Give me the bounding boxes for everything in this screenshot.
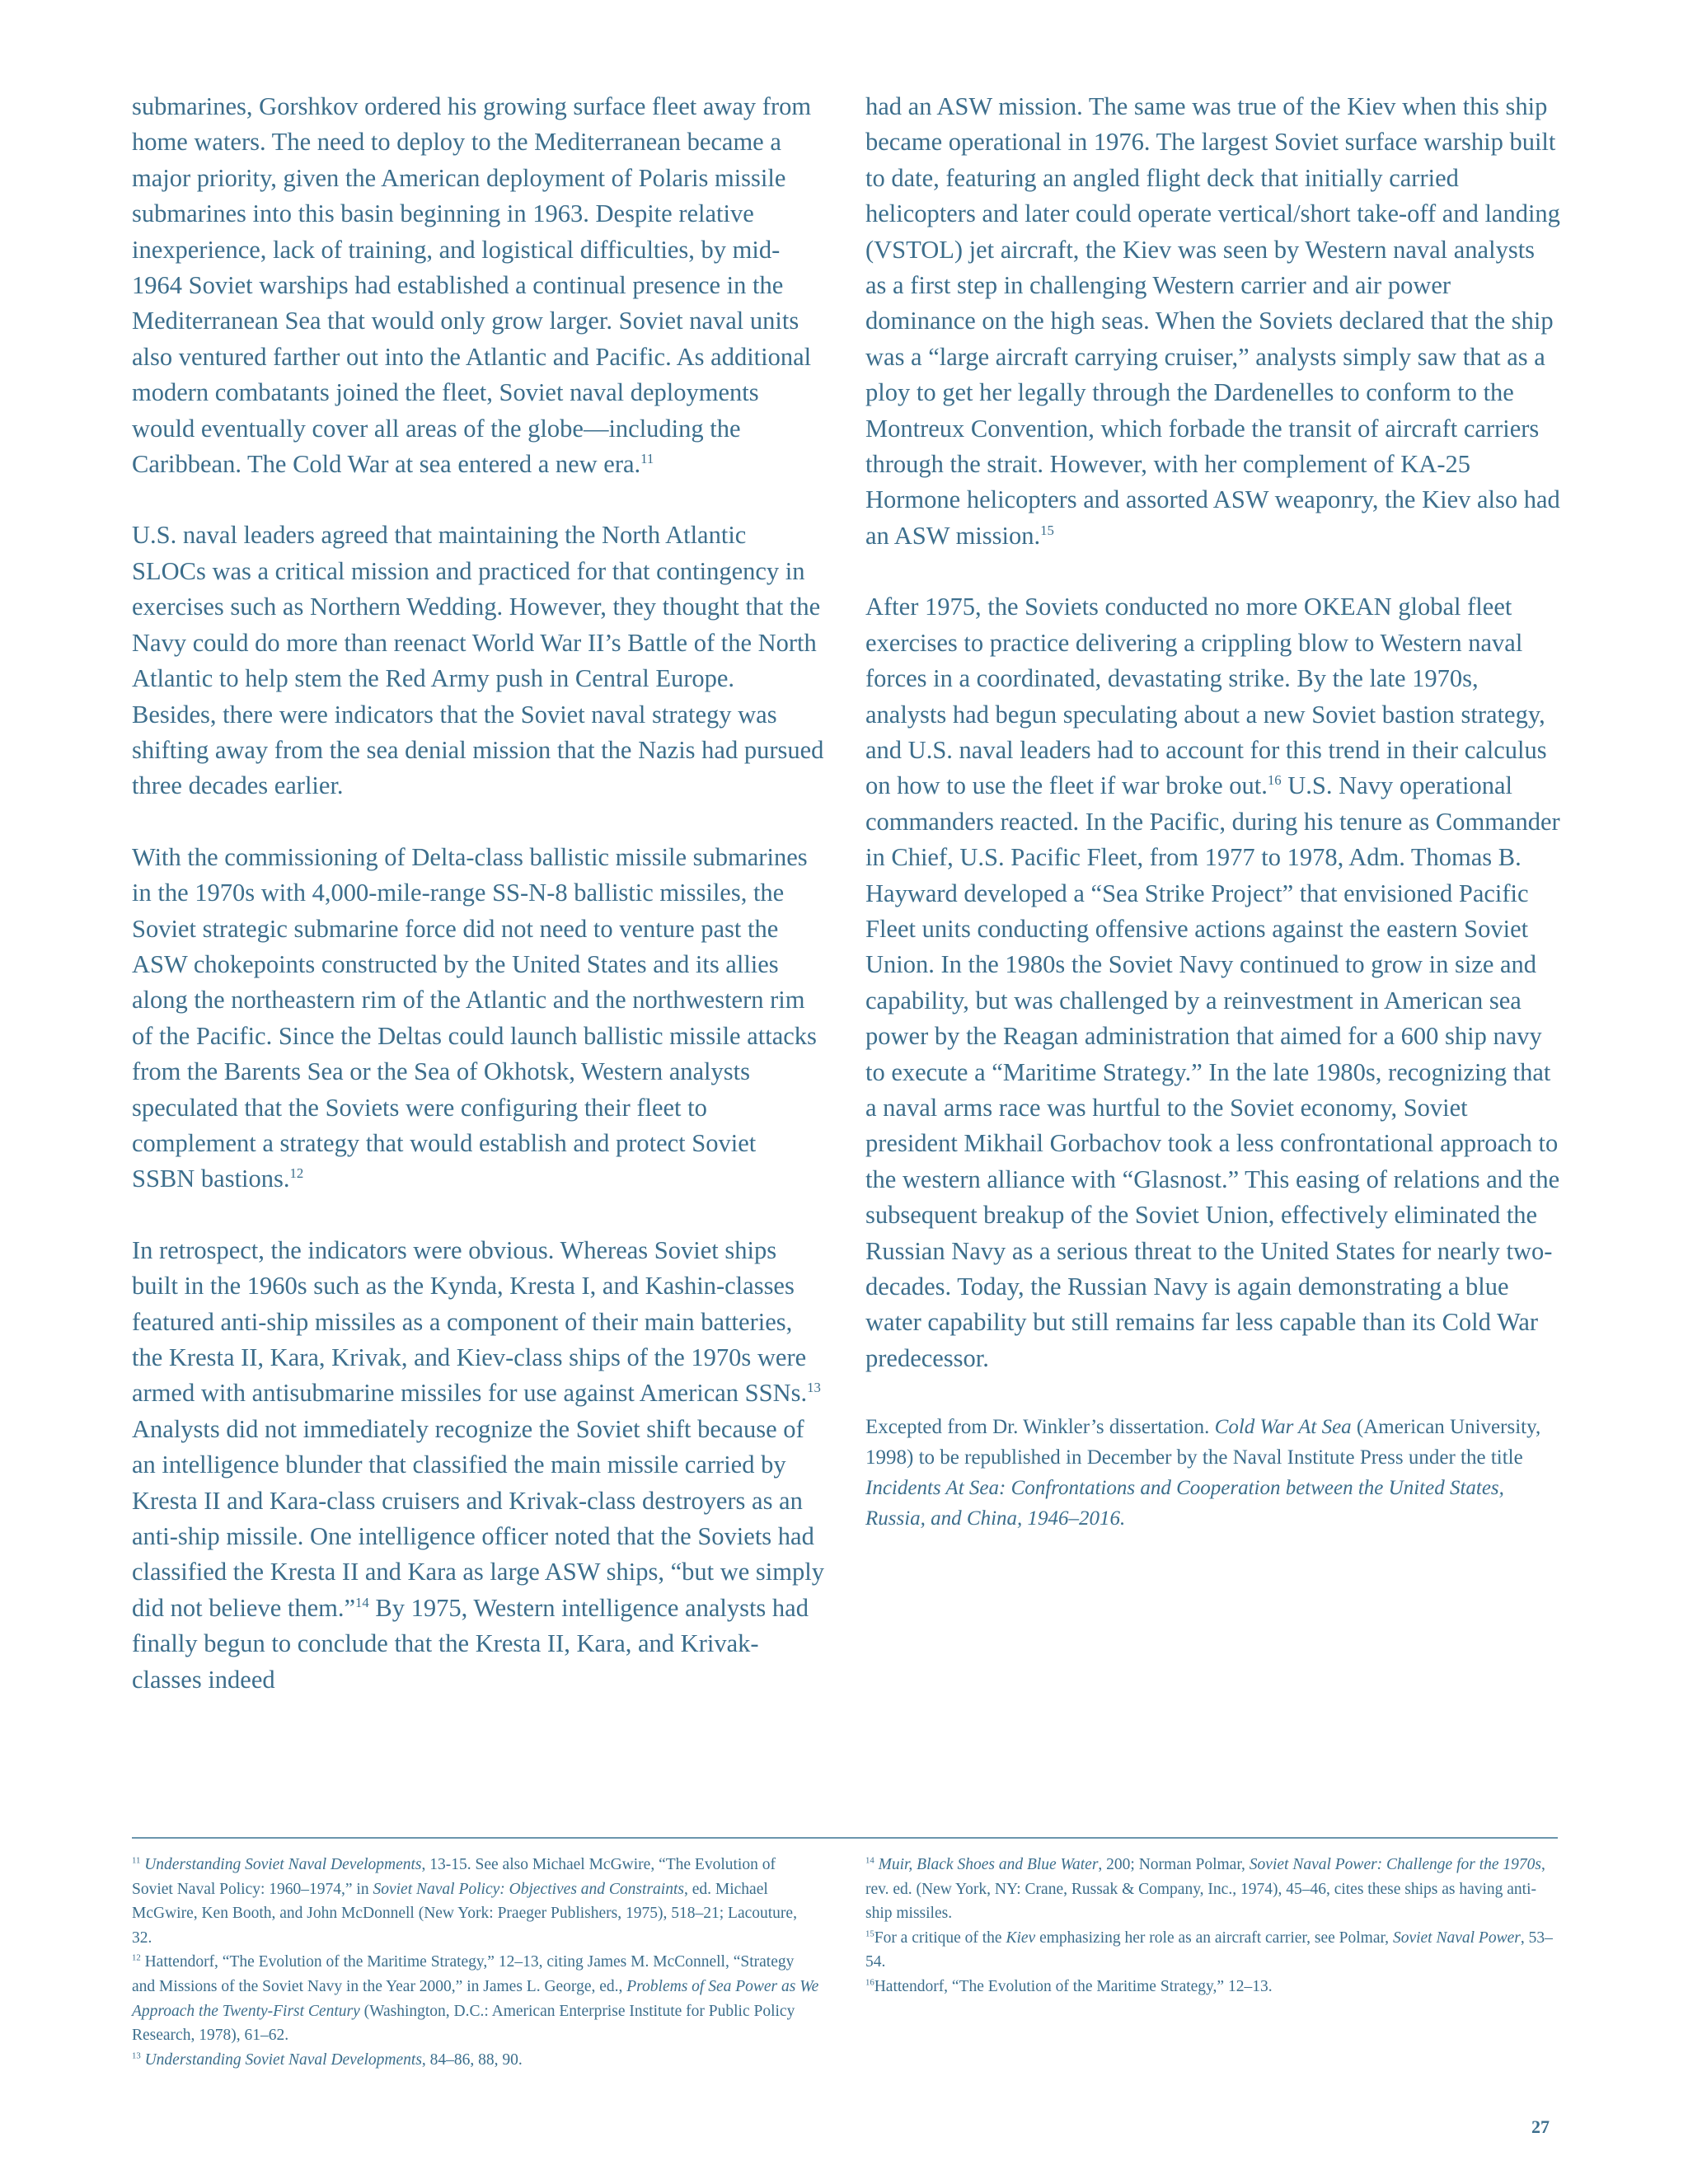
paragraph: With the commissioning of Delta-class ballistic missile submarines in the 1970s with 4,000-mile-range SS-N-8 ballistic missiles, the Soviet strategic submarine force did not need to venture past the ASW chokepoints constructed by the United States and its allies along the northeastern rim of the Atlantic and the northwestern rim of the Pacific. Since the Deltas could launch ballistic missile attacks from the Barents Sea or the Sea of Okhotsk, Western analysts speculated that the Soviets were configuring their fleet to complement a strategy that would establish and protect Soviet SSBN bastions.$^{12}$ [132,842,817,1193]
left-text-column [132,89,824,1733]
paragraph: U.S. naval leaders agreed that maintaining the North Atlantic SLOCs was a critical mission and practiced for that contingency in exercises such as Northern Wedding. However, they thought that the Navy could do more than reenact World War II’s Battle of the North Atlantic to help stem the Red Army push in Central Europe. Besides, there were indicators that the Soviet naval strategy was shifting away from the sea denial mission that the Nazis had pursued three decades earlier. [132,521,824,800]
footnote-divider [132,1837,1558,1839]
book-title: Cold War At Sea [1214,1416,1352,1439]
footnote-14: $^{14}$ Muir, Black Shoes and Blue Water, 200; Norman Polmar, Soviet Naval Power: Challenge for the 1970s, rev. ed. (New York, NY: Crane, Russak & Company, Inc., 1974), 45–46, cites these ships as having anti-ship missiles. [865,1855,1545,1923]
footnotes-left [132,1853,820,2072]
footnote-ref[interactable]: 13 [807,1380,821,1396]
footnote-13: $^{13}$ Understanding Soviet Naval Developments, 84–86, 88, 90. [132,2050,523,2069]
footnote-15: $^{15}$For a critique of the Kiev emphasizing her role as an aircraft carrier, see Polmar, Soviet Naval Power, 53–54. [865,1929,1553,1971]
book-title: Incidents At Sea: Confrontations and Cooperation between the United States, Russia, and China, 1946–2016. [865,1477,1504,1530]
footnote-16: $^{16}$Hattendorf, “The Evolution of the Maritime Strategy,” 12–13. [865,1977,1273,1995]
footnote-12: $^{12}$ Hattendorf, “The Evolution of the Maritime Strategy,” 12–13, citing James M. McConnell, “Strategy and Missions of the Soviet Navy in the Year 2000,” in James L. George, ed., Problems of Sea Power as We Approach the Twenty-First Century (Washington, D.C.: American Enterprise Institute for Public Policy Research, 1978), 61–62. [132,1952,819,2045]
paragraph: After 1975, the Soviets conducted no more OKEAN global fleet exercises to practice delivering a crippling blow to Western naval forces in a coordinated, devastating strike. By the late 1970s, analysts had begun speculating about a new Soviet bastion strategy, and U.S. naval leaders had to account for this trend in their calculus on how to use the fleet if war broke out.$^{16}$ U.S. Navy operational commanders reacted. In the Pacific, during his tenure as Commander in Chief, U.S. Pacific Fleet, from 1977 to 1978, Adm. Thomas B. Hayward developed a “Sea Strike Project” that envisioned Pacific Fleet units conducting offensive actions against the eastern Soviet Union. In the 1980s the Soviet Navy continued to grow in size and capability, but was challenged by a reinvestment in American sea power by the Reagan administration that aimed for a 600 ship navy to execute a “Maritime Strategy.” In the late 1980s, recognizing that a naval arms race was hurtful to the Soviet economy, Soviet president Mikhail Gorbachov took a less confrontational approach to the western alliance with “Glasnost.” This easing of relations and the subsequent breakup of the Soviet Union, effectively eliminated the Russian Navy as a serious threat to the United States for nearly two-decades. Today, the Russian Navy is again demonstrating a blue water capability but still remains far less capable than its Cold War predecessor. [865,593,1560,1372]
footnote-ref[interactable]: 11 [640,450,654,466]
footnote-ref[interactable]: 15 [1040,522,1054,538]
paragraph: In retrospect, the indicators were obvious. Whereas Soviet ships built in the 1960s such as the Kynda, Kresta I, and Kashin-classes featured anti-ship missiles as a component of their main batteries, the Kresta II, Kara, Krivak, and Kiev-class ships of the 1970s were armed with antisubmarine missiles for use against American SSNs.$^{13}$ Analysts did not immediately recognize the Soviet shift because of an intelligence blunder that classified the main missile carried by Kresta II and Kara-class cruisers and Krivak-class destroyers as an anti-ship missile. One intelligence officer noted that the Soviets had classified the Kresta II and Kara as large ASW ships, “but we simply did not believe them.”$^{14}$ By 1975, Western intelligence analysts had finally begun to conclude that the Kresta II, Kara, and Krivak-classes indeed [132,1235,824,1694]
paragraph: had an ASW mission. The same was true of the Kiev when this ship became operational in 1976. The largest Soviet surface warship built to date, featuring an angled flight deck that initially carried helicopters and later could operate vertical/short take-off and landing (VSTOL) jet aircraft, the Kiev was seen by Western naval analysts as a first step in challenging Western carrier and air power dominance on the high seas. When the Soviets declared that the ship was a “large aircraft carrying cruiser,” analysts simply saw that as a ploy to get her legally through the Dardenelles to conform to the Montreux Convention, which forbade the transit of aircraft carriers through the strait. However, with her complement of KA-25 Hormone helicopters and assorted ASW weaponry, the Kiev also had an ASW mission.$^{15}$ [865,92,1560,550]
footnotes-right [865,1853,1558,1999]
footnote-11: $^{11}$ Understanding Soviet Naval Developments, 13-15. See also Michael McGwire, “The Evolution of Soviet Naval Policy: 1960–1974,” in Soviet Naval Policy: Objectives and Constraints, ed. Michael McGwire, Ken Booth, and John McDonnell (New York: Praeger Publishers, 1975), 518–21; Lacouture, 32. [132,1855,797,1947]
footnote-ref[interactable]: 16 [1267,772,1282,789]
excerpt-credit: Excepted from Dr. Winkler’s dissertation. Cold War At Sea (American University, 1998) to be republished in December by the Naval Institute Press under the title Incidents At Sea: Confrontations and Cooperation between the United States, Russia, and China, 1946–2016. [865,1416,1541,1530]
footnote-ref[interactable]: 14 [355,1594,369,1610]
page-number: 27 [1531,2116,1550,2137]
right-text-column [865,89,1562,1554]
paragraph: submarines, Gorshkov ordered his growing surface fleet away from home waters. The need to deploy to the Mediterranean became a major priority, given the American deployment of Polaris missile submarines into this basin beginning in 1963. Despite relative inexperience, lack of training, and logistical difficulties, by mid-1964 Soviet warships had established a continual presence in the Mediterranean Sea that would only grow larger. Soviet naval units also ventured farther out into the Atlantic and Pacific. As additional modern combatants joined the fleet, Soviet naval deployments would eventually cover all areas of the globe—including the Caribbean. The Cold War at sea entered a new era.$^{11}$ [132,92,812,479]
footnote-ref[interactable]: 12 [289,1165,304,1182]
